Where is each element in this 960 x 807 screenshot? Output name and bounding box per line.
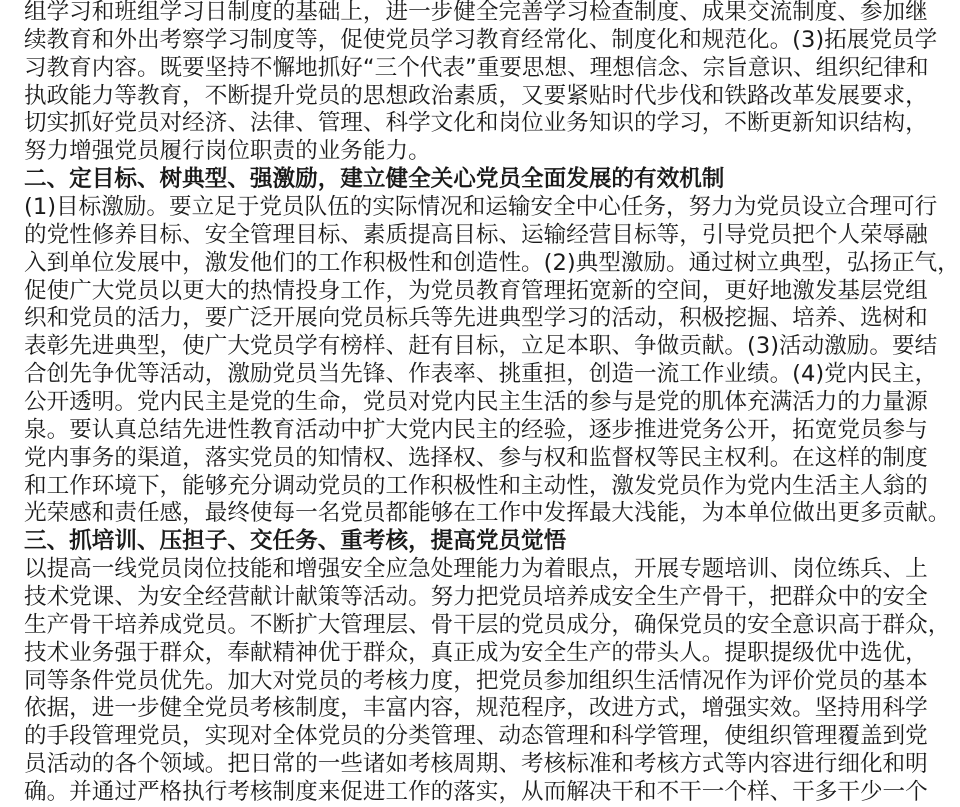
heading-text: 三、抓培训、压担子、交任务、重考核，提高党员觉悟 <box>24 528 567 555</box>
heading-text: 二、定目标、树典型、强激励，建立健全关心党员全面发展的有效机制 <box>24 166 725 193</box>
text-line: 组学习和班组学习日制度的基础上，进一步健全完善学习检查制度、成果交流制度、参加继 <box>24 0 928 25</box>
text-line: 光荣感和责任感，最终使每一名党员都能够在工作中发挥最大浅能，为本单位做出更多贡献。 <box>24 500 951 527</box>
text-line: 表彰先进典型，使广大党员学有榜样、赶有目标，立足本职、争做贡献。(3)活动激励。要结 <box>24 333 938 360</box>
text-line: 以提高一线党员岗位技能和增强安全应急处理能力为着眼点，开展专题培训、岗位练兵、上 <box>24 556 928 583</box>
paragraph <box>24 194 960 528</box>
text-line: 入到单位发展中，激发他们的工作积极性和创造性。(2)典型激励。通过树立典型，弘扬正气， <box>24 249 960 276</box>
text-line: 执政能力等教育，不断提升党员的思想政治素质，又要紧贴时代步伐和铁路改革发展要求， <box>24 82 928 109</box>
paragraph <box>24 556 951 807</box>
text-line: 党内事务的渠道，落实党员的知情权、选择权、参与权和监督权等民主权利。在这样的制度 <box>24 444 928 471</box>
text-line: 续教育和外出考察学习制度等，促使党员学习教育经常化、制度化和规范化。(3)拓展党员学 <box>24 26 938 53</box>
text-line: 的手段管理党员，实现对全体党员的分类管理、动态管理和科学管理，使组织管理覆盖到党 <box>24 723 928 750</box>
text-line: (1)目标激励。要立足于党员队伍的实际情况和运输安全中心任务，努力为党员设立合理可行 <box>24 194 938 221</box>
text-line: 促使广大党员以更大的热情投身工作，为党员教育管理拓宽新的空间，更好地激发基层党组 <box>24 277 928 304</box>
text-line: 公开透明。党内民主是党的生命，党员对党内民主生活的参与是党的肌体充满活力的力量源 <box>24 389 928 416</box>
text-line: 切实抓好党员对经济、法律、管理、科学文化和岗位业务知识的学习，不断更新知识结构， <box>24 110 928 137</box>
text-line: 同等条件党员优先。加大对党员的考核力度，把党员参加组织生活情况作为评价党员的基本 <box>24 667 928 694</box>
section-heading <box>24 528 776 556</box>
text-line: 员活动的各个领域。把日常的一些诸如考核周期、考核标准和考核方式等内容进行细化和明 <box>24 751 928 778</box>
section-heading <box>24 166 776 194</box>
text-line: 和工作环境下，能够充分调动党员的工作积极性和主动性，激发党员作为党内生活主人翁的 <box>24 472 928 499</box>
document-body <box>24 0 960 807</box>
text-line: 技术业务强于群众，奉献精神优于群众，真正成为安全生产的带头人。提职提级优中选优， <box>24 639 928 666</box>
text-line: 努力增强党员履行岗位职责的业务能力。 <box>24 138 431 165</box>
text-line: 习教育内容。既要坚持不懈地抓好“三个代表”重要思想、理想信念、宗旨意识、组织纪律和 <box>24 54 929 81</box>
text-line: 泉。要认真总结先进性教育活动中扩大党内民主的经验，逐步推进党务公开，拓宽党员参与 <box>24 416 928 443</box>
paragraph <box>24 0 938 166</box>
text-line: 合创先争优等活动，激励党员当先锋、作表率、挑重担，创造一流工作业绩。(4)党内民主， <box>24 361 938 388</box>
text-line: 依据，进一步健全党员考核制度，丰富内容，规范程序，改进方式，增强实效。坚持用科学 <box>24 695 928 722</box>
text-line: 织和党员的活力，要广泛开展向党员标兵等先进典型学习的活动，积极挖掘、培养、选树和 <box>24 305 928 332</box>
text-line: 确。并通过严格执行考核制度来促进工作的落实，从而解决干和不干一个样、干多干少一个 <box>24 779 928 806</box>
text-line: 的党性修养目标、安全管理目标、素质提高目标、运输经营目标等，引导党员把个人荣辱融 <box>24 221 928 248</box>
text-line: 技术党课、为安全经营献计献策等活动。努力把党员培养成安全生产骨干，把群众中的安全 <box>24 584 928 611</box>
text-line: 生产骨干培养成党员。不断扩大管理层、骨干层的党员成分，确保党员的安全意识高于群众， <box>24 611 951 638</box>
